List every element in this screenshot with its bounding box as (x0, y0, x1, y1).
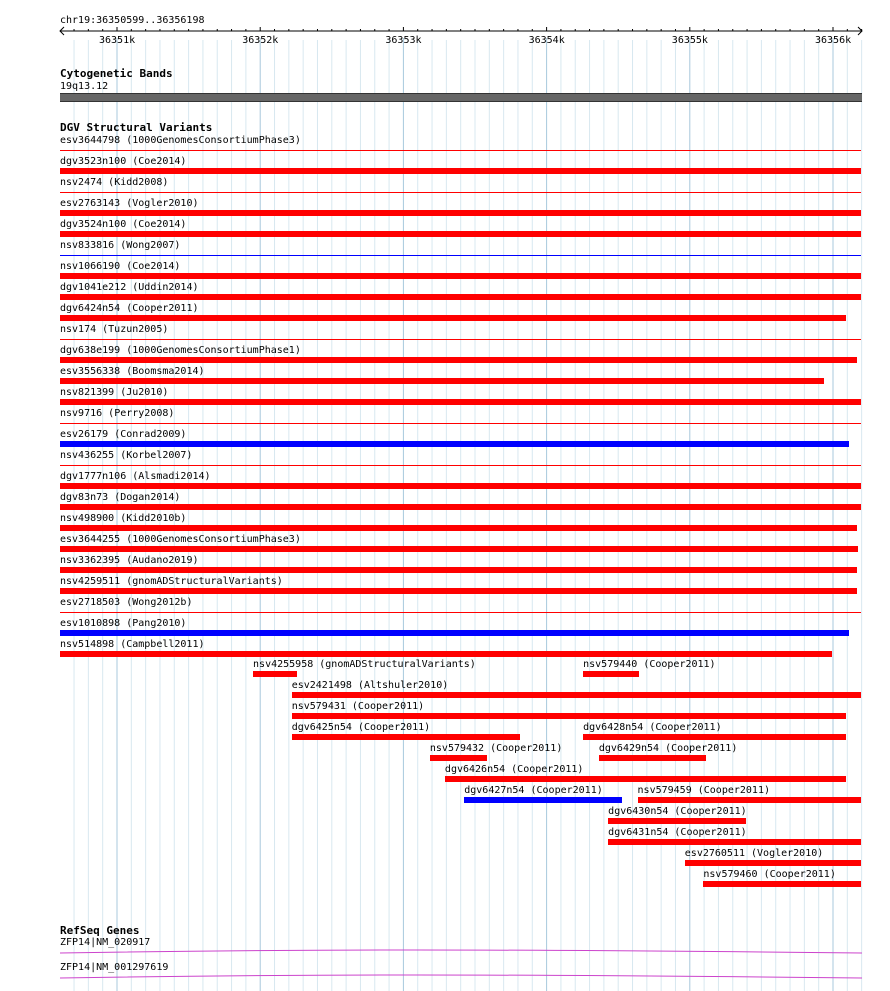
variant-id: dgv6428n54 (583, 722, 644, 733)
variant-source: (Cooper2011) (643, 722, 722, 733)
variant-label[interactable] (638, 785, 770, 796)
variant-source: (Coe2014) (120, 261, 181, 272)
variant-label[interactable] (464, 785, 603, 796)
variant-label[interactable] (608, 806, 747, 817)
variant-id: esv1010898 (60, 618, 121, 629)
loss-variant-bar[interactable] (60, 231, 861, 237)
loss-variant-bar[interactable] (60, 465, 861, 466)
variant-source: (Cooper2011) (691, 785, 770, 796)
variant-source: (1000GenomesConsortiumPhase3) (120, 135, 301, 146)
variant-label[interactable] (60, 408, 174, 419)
cytoband-bar[interactable] (60, 93, 862, 102)
loss-variant-bar[interactable] (685, 860, 862, 866)
variant-label[interactable] (60, 555, 199, 566)
loss-variant-bar[interactable] (583, 734, 846, 740)
loss-variant-bar[interactable] (60, 339, 861, 340)
variant-source: (Tuzun2005) (96, 324, 169, 335)
variant-source: (Kidd2010b) (114, 513, 187, 524)
variant-label[interactable] (60, 135, 301, 146)
loss-variant-bar[interactable] (599, 755, 706, 761)
variant-source: (Cooper2011) (668, 827, 747, 838)
variant-id: dgv6429n54 (598, 743, 660, 754)
variant-source: (Uddin2014) (126, 282, 199, 293)
variant-id: nsv4259511 (60, 576, 121, 587)
gain-variant-bar[interactable] (464, 797, 622, 803)
variant-id: nsv9716 (60, 408, 103, 419)
variant-label[interactable] (60, 429, 186, 440)
ruler-tick-label: 36352k (242, 35, 279, 46)
loss-variant-bar[interactable] (583, 671, 639, 677)
variant-source: (Cooper2011) (351, 722, 431, 733)
variant-source: (Coe2014) (126, 219, 187, 230)
loss-variant-bar[interactable] (60, 588, 857, 594)
variant-source: (Ju2010) (114, 387, 169, 398)
loss-variant-bar[interactable] (60, 192, 861, 193)
variant-label[interactable] (292, 701, 424, 712)
variant-id: dgv1777n106 (60, 471, 127, 482)
variant-source: (Vogler2010) (745, 848, 824, 859)
loss-variant-bar[interactable] (638, 797, 862, 803)
variant-source: (Cooper2011) (484, 743, 563, 754)
variant-label[interactable] (60, 513, 186, 524)
variant-id: nsv579431 (291, 701, 346, 712)
variant-label[interactable] (60, 492, 180, 503)
gene-model-nm_001297619[interactable] (60, 975, 862, 978)
variant-source: (Campbell2011) (114, 639, 205, 650)
variant-source: (Cooper2011) (345, 701, 425, 712)
loss-variant-bar[interactable] (253, 671, 297, 677)
variant-label[interactable] (60, 198, 199, 209)
loss-variant-bar[interactable] (60, 546, 858, 552)
variant-id: nsv833816 (60, 240, 115, 251)
variant-source: (Korbel2007) (114, 450, 193, 461)
variant-label[interactable] (703, 869, 835, 880)
variant-source: (Coe2014) (126, 156, 187, 167)
variant-label[interactable] (60, 219, 186, 230)
variant-id: nsv821399 (60, 387, 115, 398)
variant-source: (Wong2007) (114, 240, 181, 251)
variant-id: nsv579460 (703, 869, 758, 880)
variant-label[interactable] (292, 722, 431, 733)
gene-model-nm_020917[interactable] (60, 950, 862, 953)
variant-id: dgv83n73 (60, 492, 109, 503)
loss-variant-bar[interactable] (60, 294, 861, 300)
variant-source: (Cooper2011) (668, 806, 747, 817)
variant-source: (Audano2019) (120, 555, 199, 566)
variant-label[interactable] (60, 576, 283, 587)
loss-variant-bar[interactable] (445, 776, 846, 782)
variant-source: (Boomsma2014) (120, 366, 205, 377)
variant-id: dgv1041e212 (60, 282, 127, 293)
variant-label[interactable] (599, 743, 738, 754)
variant-label[interactable] (60, 471, 211, 482)
loss-variant-bar[interactable] (60, 399, 861, 405)
variant-source: (Dogan2014) (108, 492, 181, 503)
ruler-tick-label: 36353k (385, 35, 422, 46)
variant-id: esv26179 (60, 429, 109, 440)
variant-id: nsv498900 (60, 513, 115, 524)
variant-source: (Cooper2011) (637, 659, 716, 670)
cytoband-track-title: Cytogenetic Bands (60, 67, 173, 80)
variant-label[interactable] (60, 366, 205, 377)
loss-variant-bar[interactable] (292, 734, 520, 740)
variant-source: (Cooper2011) (120, 303, 199, 314)
loss-variant-bar[interactable] (608, 839, 861, 845)
ruler-tick-label: 36351k (99, 35, 136, 46)
gene-label[interactable]: ZFP14|NM_001297619 (60, 962, 169, 973)
variant-source: (Kidd2008) (102, 177, 169, 188)
variant-source: (Altshuler2010) (351, 680, 449, 691)
loss-variant-bar[interactable] (430, 755, 487, 761)
variant-id: dgv638e199 (60, 345, 121, 356)
gene-label[interactable]: ZFP14|NM_020917 (60, 937, 151, 948)
cytoband-label: 19q13.12 (60, 81, 109, 92)
variant-id: nsv174 (60, 324, 97, 335)
loss-variant-bar[interactable] (60, 168, 861, 174)
variant-id: esv3644798 (60, 135, 121, 146)
variant-id: dgv3524n100 (60, 219, 127, 230)
refseq-track-title: RefSeq Genes (60, 924, 140, 937)
variant-id: nsv3362395 (60, 555, 121, 566)
loss-variant-bar[interactable] (60, 378, 824, 384)
variant-id: nsv436255 (60, 450, 115, 461)
variant-label[interactable] (430, 743, 562, 754)
loss-variant-bar[interactable] (703, 881, 861, 887)
variant-id: esv3556338 (60, 366, 121, 377)
region-range-label: chr19:36350599..36356198 (60, 15, 205, 26)
loss-variant-bar[interactable] (60, 567, 857, 573)
ruler-tick-label: 36354k (528, 35, 565, 46)
variant-id: nsv579459 (637, 785, 692, 796)
variant-id: nsv4255958 (253, 659, 314, 670)
variant-label[interactable] (60, 618, 186, 629)
variant-id: nsv514898 (60, 639, 115, 650)
variant-source: (Wong2012b) (120, 597, 193, 608)
variant-source: (Conrad2009) (108, 429, 187, 440)
loss-variant-bar[interactable] (60, 357, 857, 363)
variant-id: esv3644255 (60, 534, 121, 545)
variant-label[interactable] (253, 659, 476, 670)
variant-label[interactable] (60, 324, 168, 335)
variant-label[interactable] (583, 722, 722, 733)
variant-source: (1000GenomesConsortiumPhase1) (120, 345, 301, 356)
variant-source: (Vogler2010) (120, 198, 199, 209)
loss-variant-bar[interactable] (60, 423, 861, 424)
variant-label[interactable] (60, 597, 192, 608)
loss-variant-bar[interactable] (60, 612, 861, 613)
variant-source: (Cooper2011) (505, 764, 584, 775)
variant-id: esv2421498 (291, 680, 352, 691)
variant-label[interactable] (608, 827, 747, 838)
variant-label[interactable] (60, 387, 168, 398)
loss-variant-bar[interactable] (60, 273, 861, 279)
variant-label[interactable] (60, 303, 199, 314)
variant-source: (Perry2008) (102, 408, 175, 419)
gain-variant-bar[interactable] (60, 441, 849, 447)
variant-label[interactable] (60, 177, 168, 188)
gain-variant-bar[interactable] (60, 630, 849, 636)
variant-id: dgv6430n54 (608, 806, 669, 817)
variant-label[interactable] (60, 240, 180, 251)
variant-label[interactable] (60, 639, 205, 650)
variant-source: (1000GenomesConsortiumPhase3) (120, 534, 301, 545)
variant-source: (Pang2010) (120, 618, 187, 629)
ruler-tick-label: 36356k (815, 35, 852, 46)
loss-variant-bar[interactable] (60, 483, 861, 489)
variant-label[interactable] (583, 659, 715, 670)
variant-label[interactable] (685, 848, 824, 859)
variant-label[interactable] (292, 680, 449, 691)
variant-label[interactable] (60, 156, 186, 167)
variant-id: esv2760511 (684, 848, 745, 859)
ruler-tick-label: 36355k (671, 35, 708, 46)
variant-id: dgv6426n54 (444, 764, 506, 775)
variant-label[interactable] (60, 282, 198, 293)
loss-variant-bar[interactable] (60, 210, 861, 216)
variant-id: dgv6427n54 (464, 785, 525, 796)
variant-id: esv2763143 (60, 198, 121, 209)
gene-models[interactable] (0, 940, 890, 985)
variant-id: esv2718503 (60, 597, 121, 608)
variant-label[interactable] (60, 345, 301, 356)
variant-id: dgv6431n54 (608, 827, 669, 838)
variant-id: nsv579432 (429, 743, 485, 754)
loss-variant-bar[interactable] (608, 818, 746, 824)
loss-variant-bar[interactable] (60, 651, 832, 657)
variant-label[interactable] (60, 261, 180, 272)
variant-id: nsv579440 (583, 659, 638, 670)
variant-id: dgv3523n100 (60, 156, 127, 167)
loss-variant-bar[interactable] (60, 150, 861, 151)
variant-id: dgv6424n54 (60, 303, 121, 314)
variant-label[interactable] (60, 534, 301, 545)
variant-id: dgv6425n54 (291, 722, 352, 733)
loss-variant-bar[interactable] (60, 504, 861, 510)
variant-id: nsv2474 (60, 177, 103, 188)
variant-source: (gnomADStructuralVariants) (313, 659, 476, 670)
variant-id: nsv1066190 (60, 261, 121, 272)
loss-variant-bar[interactable] (60, 315, 846, 321)
loss-variant-bar[interactable] (292, 692, 862, 698)
variant-source: (Cooper2011) (757, 869, 836, 880)
variant-label[interactable] (60, 450, 192, 461)
dgv-track-title: DGV Structural Variants (60, 121, 213, 134)
variant-source: (Alsmadi2014) (126, 471, 211, 482)
loss-variant-bar[interactable] (292, 713, 846, 719)
variant-source: (Cooper2011) (524, 785, 603, 796)
gain-variant-bar[interactable] (60, 255, 861, 256)
variant-source: (Cooper2011) (659, 743, 738, 754)
loss-variant-bar[interactable] (60, 525, 857, 531)
variant-label[interactable] (445, 764, 584, 775)
variant-source: (gnomADStructuralVariants) (120, 576, 283, 587)
